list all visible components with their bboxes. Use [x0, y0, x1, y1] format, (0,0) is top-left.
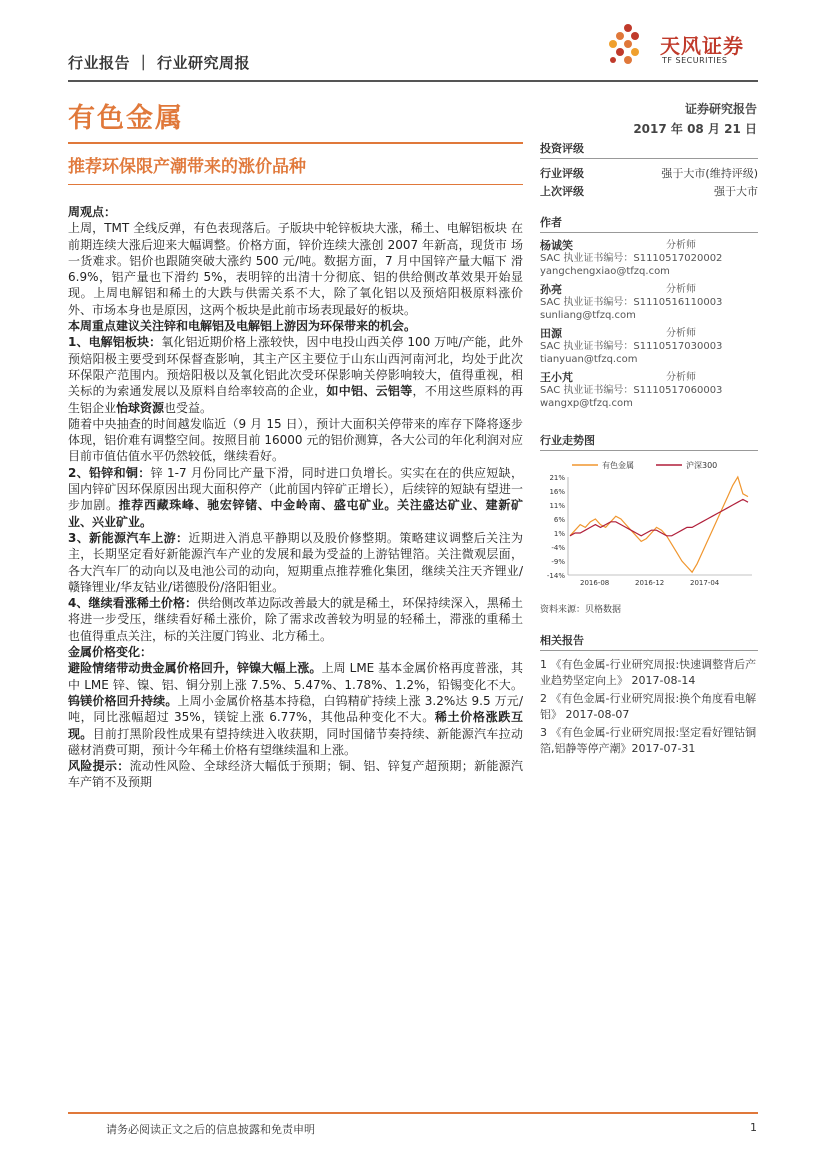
paragraph-text: 也受益。: [164, 400, 213, 415]
title-rule: [68, 142, 523, 144]
author-email[interactable]: yangchengxiao@tfzq.com: [540, 266, 670, 277]
paragraph-bold: 如中铝、云铝等: [326, 384, 413, 399]
related-report-link[interactable]: 1 《有色金属-行业研究周报:快速调整背后产业趋势坚定向上》 2017-08-14: [540, 658, 757, 687]
paragraph: 上周，TMT 全线反弹，有色表现落后。子版块中轮锌板块大涨，稀土、电解铝板块 在前期连续大涨后迎来大幅调整。价格方面，锌价连续大涨创 2007 年新高，现货市 场一货难求。铝价也跟随突破大涨约 500 元/吨。数据方面，7 月中国锌产量大幅下 滑 6.9%，铝产量也下滑约 5%，表明锌的出清十分彻底、铝的供给侧改革效果开始显 现。上周电解铝和稀土的大跌与供需关系不大，除了氧化铝以及预焙阳极原料涨价外、市场本身也是原因，这两个板块是此前市场表现最好的板块。: [68, 221, 523, 317]
chart-panel: [540, 432, 758, 457]
chart-source: 资料来源：贝格数据: [540, 605, 622, 615]
paragraph-text: 近期进入消息平静期以及股价修整期。策略建议调整后关注为主，长期坚定看好新能源汽车产业的发展和最为受益的上游钴锂箔。关注微观层面，各大汽车厂的动向以及电池公司的动向，短期重点推荐雅化集团，继续关注天齐锂业/赣锋锂业/华友钴业/诺德股份/洛阳钼业。: [68, 530, 523, 594]
breadcrumb: 行业报告 ｜ 行业研究周报: [68, 54, 250, 72]
report-type: 证券研究报告: [684, 102, 757, 116]
authors-panel: [540, 214, 758, 415]
paragraph-bold: 推荐西藏珠峰、驰宏锌锗、中金岭南、盛屯矿业。关注盛达矿业、建新矿业、兴业矿业。: [68, 498, 523, 529]
paragraph-text: ，不用这些原料的再生铝企业: [68, 384, 523, 415]
prev-rating-label: 上次评级: [540, 185, 584, 198]
legend-label: 有色金属: [602, 461, 634, 470]
paragraph-lead: 1、电解铝板块：: [68, 335, 162, 350]
paragraph-emphasis: 本周重点建议关注锌和电解铝及电解铝上游因为环保带来的机会。: [68, 319, 417, 334]
paragraph-text: 上周 LME 基本金属价格再度普涨，其中 LME 锌、镍、铝、铜分别上涨 7.5%、5.47%、1.78%、1.2%，铅锡变化不大。: [68, 661, 523, 692]
y-tick-label: -14%: [546, 572, 565, 580]
series-line-hs300: [570, 499, 748, 535]
x-tick-label: 2016-08: [580, 579, 610, 587]
author-name: 田源: [540, 327, 562, 340]
author-email[interactable]: sunliang@tfzq.com: [540, 310, 636, 321]
related-report-link[interactable]: 3 《有色金属-行业研究周报:坚定看好锂钴铜箔,铝静等停产潮》2017-07-31: [540, 726, 757, 755]
paragraph-lead: 3、新能源汽车上游：: [68, 530, 189, 545]
paragraph: [68, 758, 523, 791]
y-tick-label: 16%: [549, 488, 565, 496]
author-role: 分析师: [666, 284, 696, 295]
related-report-link[interactable]: 2 《有色金属-行业研究周报:换个角度看电解铝》 2017-08-07: [540, 692, 757, 721]
paragraph-text: 供给侧改革边际改善最大的就是稀土，环保持续深入，黑稀土将进一步受压，继续看好稀土涨价，除了需求改善较为明显的轻稀土，滞涨的重稀土也值得重点关注，标的关注厦门钨业、北方稀土。: [68, 596, 523, 643]
author-entry: [540, 283, 758, 322]
footer-rule: [68, 1112, 758, 1114]
paragraph-lead: 避险情绪带动贵金属价格回升，锌镍大幅上涨。: [68, 661, 322, 676]
related-panel: [540, 632, 758, 759]
main-body: [68, 204, 523, 791]
author-name: 杨诚笑: [540, 239, 573, 252]
author-role: 分析师: [666, 372, 696, 383]
paragraph-lead: 2、铅锌和铜：: [68, 465, 151, 480]
legend-label: 沪深300: [686, 461, 718, 470]
author-sac: SAC 执业证书编号：S1110517020002: [540, 253, 723, 264]
paragraph: [68, 334, 523, 415]
header-divider: [68, 80, 758, 82]
rating-title: 投资评级: [540, 140, 758, 159]
section-label: 周观点：: [68, 205, 117, 219]
industry-rating-value: 强于大市(维持评级): [661, 167, 758, 180]
paragraph-text: 锌 1-7 月份同比产量下滑，同时进口负增长。实实在在的供应短缺，国内锌矿因环保原因出现大面积停产（此前国内锌矿正增长），后续锌的短缺有望进一步加剧。: [68, 465, 523, 513]
paragraph-lead: 风险提示：: [68, 759, 130, 774]
y-tick-label: 1%: [553, 530, 565, 538]
paragraph: [68, 465, 523, 530]
paragraph-text: 氧化铝近期价格上涨较快，因中电投山西关停 100 万吨/产能，此外预焙阳极主要受到环保督查影响，其主产区主要位于山东山西河南河北，均处于此次环保限产范围内。预焙阳极以及氧化铝此次受环保影响关停影响较大，值得重视，相关标的为索通发展以及原料自给率较高的企业，: [68, 335, 523, 399]
industry-rating-row: [540, 165, 758, 183]
industry-trend-chart: [540, 455, 758, 595]
rating-panel: [540, 140, 758, 201]
headline: 推荐环保限产潮带来的涨价品种: [68, 157, 306, 177]
paragraph: [68, 595, 523, 644]
footer-disclaimer[interactable]: 请务必阅读正文之后的信息披露和免责申明: [106, 1123, 315, 1136]
author-sac: SAC 执业证书编号：S1110517030003: [540, 341, 723, 352]
paragraph-text: 流动性风险、全球经济大幅低于预期；铜、铝、锌复产超预期；新能源汽车产销不及预期: [68, 759, 523, 790]
paragraph: [68, 530, 523, 595]
y-tick-label: 21%: [549, 474, 565, 482]
chart-title: 行业走势图: [540, 432, 758, 451]
sector-title: 有色金属: [68, 103, 184, 134]
x-tick-label: 2017-04: [690, 579, 720, 587]
paragraph-bold: 钨镁价格回升持续。: [68, 693, 178, 708]
authors-title: 作者: [540, 214, 758, 233]
logo-subtitle: TF SECURITIES: [662, 56, 728, 65]
logo-name: 天风证券: [660, 34, 744, 58]
chart-svg: [540, 455, 758, 595]
related-title: 相关报告: [540, 632, 758, 651]
y-tick-label: 11%: [549, 502, 565, 510]
author-sac: SAC 执业证书编号：S1110516110003: [540, 297, 723, 308]
author-email[interactable]: tianyuan@tfzq.com: [540, 354, 638, 365]
x-tick-label: 2016-12: [635, 579, 665, 587]
paragraph: [68, 660, 523, 758]
page-number: 1: [750, 1121, 757, 1134]
paragraph-bold: 稀土价格涨跌互现。: [68, 710, 523, 741]
section-label: 金属价格变化：: [68, 645, 153, 660]
paragraph-bold: 怡球资源: [116, 400, 165, 415]
paragraph-text: 上周小金属价格基本持稳，白钨精矿持续上涨 3.2%达 9.5 万元/吨，同比涨幅超过 35%，镁锭上涨 6.77%，其他品种变化不大。: [68, 693, 523, 725]
industry-rating-label: 行业评级: [540, 167, 584, 180]
prev-rating-value: 强于大市: [714, 185, 758, 198]
y-tick-label: -9%: [551, 558, 565, 566]
author-sac: SAC 执业证书编号：S1110517060003: [540, 385, 723, 396]
series-line-nonferrous: [570, 477, 748, 572]
author-entry: [540, 371, 758, 410]
report-date: 2017 年 08 月 21 日: [633, 122, 757, 136]
logo-mark-icon: [604, 22, 658, 70]
author-email[interactable]: wangxp@tfzq.com: [540, 398, 633, 409]
author-entry: [540, 327, 758, 366]
headline-rule: [68, 184, 523, 185]
y-tick-label: -4%: [551, 544, 565, 552]
y-tick-label: 6%: [553, 516, 565, 524]
paragraph-text: 目前打黑阶段性成果有望持续进入收获期，同时国储节奏持续、新能源汽车拉动磁材消费可期，预计今年稀土价格有望继续温和上涨。: [68, 726, 523, 757]
author-role: 分析师: [666, 328, 696, 339]
paragraph-lead: 4、继续看涨稀土价格：: [68, 596, 198, 611]
author-role: 分析师: [666, 240, 696, 251]
author-entry: [540, 239, 758, 278]
prev-rating-row: [540, 183, 758, 201]
author-name: 孙亮: [540, 283, 562, 296]
author-name: 王小芃: [540, 371, 573, 384]
paragraph: 随着中央抽查的时间越发临近（9 月 15 日），预计大面积关停带来的库存下降将逐步体现，铝价难有调整空间。按照目前 16000 元的铝价测算，各大公司的年化利润对应目前市值估值水平仍然较低，继续看好。: [68, 416, 523, 464]
